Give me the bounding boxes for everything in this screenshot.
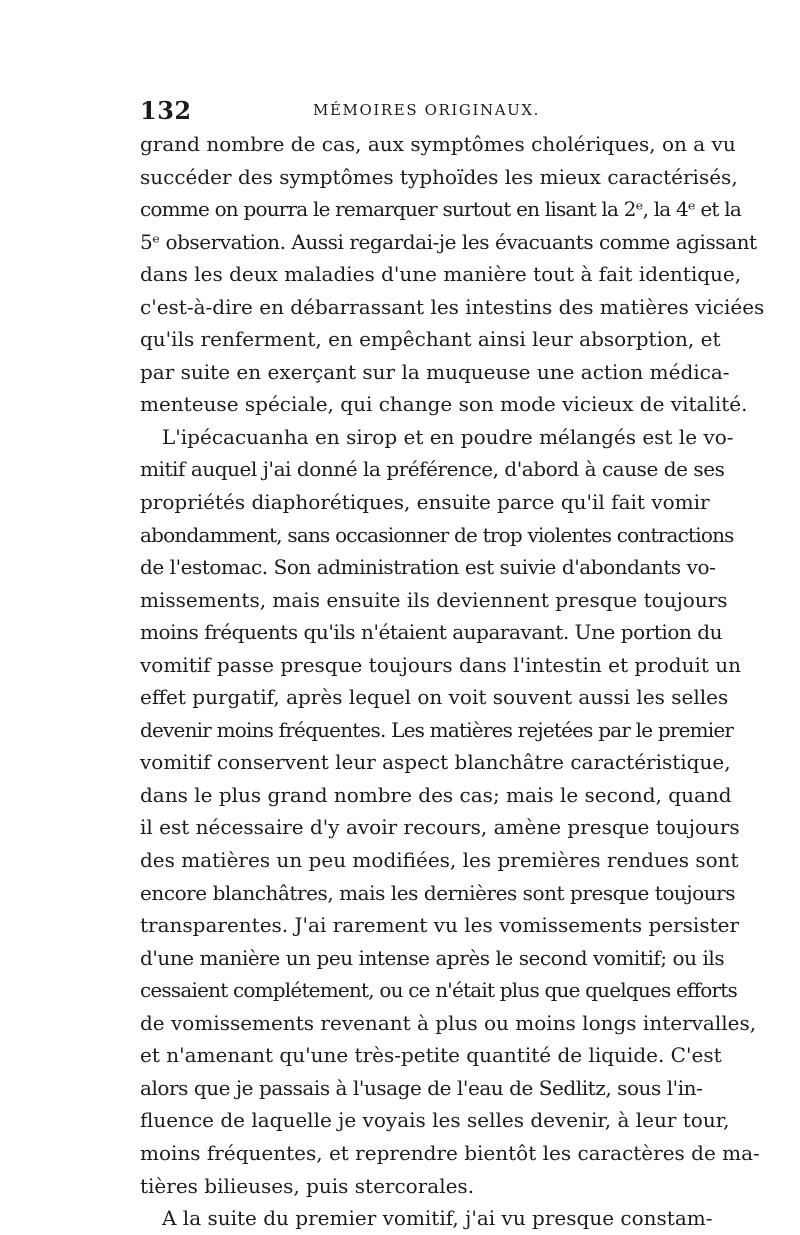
text-line: comme on pourra le remarquer surtout en lisant la 2ᵉ, la 4ᵉ et la xyxy=(140,197,741,222)
paragraph-start-line: A la suite du premier vomitif, j'ai vu presque constam- xyxy=(162,1206,713,1231)
text-line: c'est-à-dire en débarrassant les intestins des matières viciées xyxy=(140,294,765,319)
text-line: alors que je passais à l'usage de l'eau de Sedlitz, sous l'in- xyxy=(140,1075,703,1100)
text-line: cessaient complétement, ou ce n'était plus que quelques efforts xyxy=(140,978,737,1003)
text-line: abondamment, sans occasionner de trop violentes contractions xyxy=(140,522,734,547)
page-number: 132 xyxy=(140,96,192,125)
text-line: tières bilieuses, puis stercorales. xyxy=(140,1173,475,1198)
text-line: effet purgatif, après lequel on voit souvent aussi les selles xyxy=(140,685,729,710)
text-line: qu'ils renferment, en empêchant ainsi leur absorption, et xyxy=(140,327,721,352)
text-line: de l'estomac. Son administration est suivie d'abondants vo- xyxy=(140,555,716,580)
text-line: succéder des symptômes typhoïdes les mieux caractérisés, xyxy=(140,164,738,189)
text-line: dans le plus grand nombre des cas; mais le second, quand xyxy=(140,782,732,807)
text-line: d'une manière un peu intense après le second vomitif; ou ils xyxy=(140,945,725,970)
running-title: MÉMOIRES ORIGINAUX. xyxy=(313,101,541,119)
running-header xyxy=(140,96,660,126)
text-line: propriétés diaphorétiques, ensuite parce qu'il fait vomir xyxy=(140,490,710,515)
text-line: fluence de laquelle je voyais les selles devenir, à leur tour, xyxy=(140,1108,730,1133)
text-line: et n'amenant qu'une très-petite quantité de liquide. C'est xyxy=(140,1043,722,1068)
text-line: dans les deux maladies d'une manière tout à fait identique, xyxy=(140,262,742,287)
body-text xyxy=(140,128,765,1235)
text-line: vomitif passe presque toujours dans l'intestin et produit un xyxy=(140,652,742,677)
text-line: devenir moins fréquentes. Les matières rejetées par le premier xyxy=(140,717,734,742)
text-line: vomitif conservent leur aspect blanchâtre caractéristique, xyxy=(140,750,731,775)
text-line: grand nombre de cas, aux symptômes cholériques, on a vu xyxy=(140,132,736,156)
text-line: menteuse spéciale, qui change son mode vicieux de vitalité. xyxy=(140,392,748,417)
text-line: transparentes. J'ai rarement vu les vomissements persister xyxy=(140,913,740,938)
paragraph-start-line: L'ipécacuanha en sirop et en poudre mélangés est le vo- xyxy=(162,424,734,449)
text-line: 5ᵉ observation. Aussi regardai-je les évacuants comme agissant xyxy=(140,229,757,254)
text-line: il est nécessaire d'y avoir recours, amène presque toujours xyxy=(140,815,740,840)
text-line: missements, mais ensuite ils deviennent presque toujours xyxy=(140,587,728,612)
text-line: de vomissements revenant à plus ou moins longs intervalles, xyxy=(140,1010,757,1035)
text-line: encore blanchâtres, mais les dernières sont presque toujours xyxy=(140,880,736,905)
text-line: moins fréquentes, et reprendre bientôt les caractères de ma- xyxy=(140,1140,760,1165)
text-line: mitif auquel j'ai donné la préférence, d'abord à cause de ses xyxy=(140,457,725,482)
text-line: par suite en exerçant sur la muqueuse une action médica- xyxy=(140,359,730,384)
text-line: des matières un peu modifiées, les premières rendues sont xyxy=(140,848,739,873)
text-line: moins fréquents qu'ils n'étaient auparavant. Une portion du xyxy=(140,620,723,645)
